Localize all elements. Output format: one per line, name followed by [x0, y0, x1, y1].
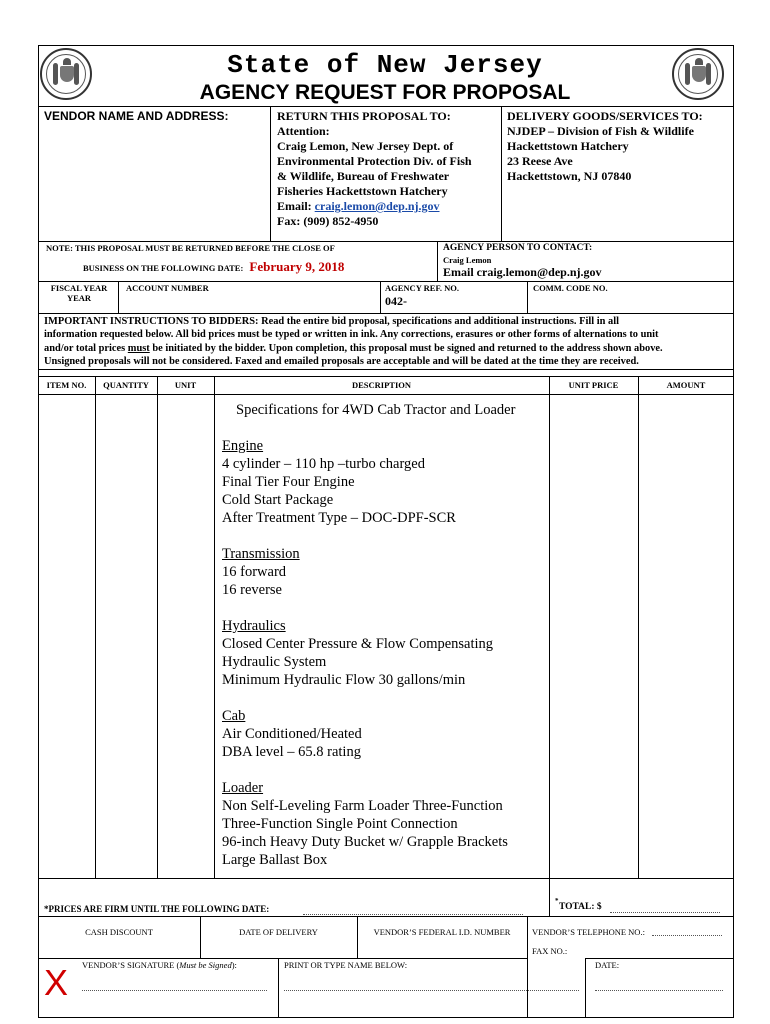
- fiscal-year-label: FISCAL YEAR YEAR: [50, 283, 108, 303]
- fax-label: FAX NO.:: [532, 946, 568, 956]
- comm-code-label: COMM. CODE NO.: [533, 283, 608, 293]
- signature-field[interactable]: [82, 990, 267, 991]
- return-to-label: RETURN THIS PROPOSAL TO:: [277, 109, 451, 123]
- deliver-to-block: [507, 109, 732, 184]
- col-unit-price: UNIT PRICE: [568, 380, 619, 390]
- col-quantity: QUANTITY: [103, 380, 149, 390]
- contact-email: Email craig.lemon@dep.nj.gov: [443, 265, 602, 279]
- deliver-to-line: Hackettstown, NJ 07840: [507, 169, 632, 183]
- date-field[interactable]: [595, 990, 723, 991]
- return-to-line: Environmental Protection Div. of Fish: [277, 154, 472, 168]
- spec-line: DBA level – 65.8 rating: [222, 744, 361, 760]
- note-line-2: BUSINESS ON THE FOLLOWING DATE: February 9, 2018: [83, 259, 345, 274]
- spec-line: Minimum Hydraulic Flow 30 gallons/min: [222, 672, 466, 688]
- spec-heading-loader: Loader: [222, 780, 264, 796]
- signature-x-mark: X: [44, 962, 69, 1003]
- return-to-block: [277, 109, 499, 229]
- telephone-label: VENDOR’S TELEPHONE NO.:: [532, 927, 645, 937]
- spec-line: 4 cylinder – 110 hp –turbo charged: [222, 456, 425, 472]
- print-name-label: PRINT OR TYPE NAME BELOW:: [284, 960, 408, 970]
- deliver-to-line: 23 Reese Ave: [507, 154, 573, 168]
- cash-discount-label: CASH DISCOUNT: [85, 927, 153, 937]
- spec-title: Specifications for 4WD Cab Tractor and Loader: [236, 402, 516, 418]
- bidder-instructions: IMPORTANT INSTRUCTIONS TO BIDDERS: Read the entire bid proposal, specifications and additional instructions. Fill in all information requested below. All bid prices must be typed or written in ink. Any corrections, erasures or other forms of alternations to unit and/or total prices must be initiated by the bidder. Upon completion, this proposal must be signed and returned to the address shown above. Unsigned proposals will not be considered. Faxed and emailed proposals are acceptable and will be dated at the time they are received.: [44, 316, 663, 368]
- prices-firm-date-field[interactable]: [303, 914, 523, 915]
- return-to-line: & Wildlife, Bureau of Freshwater: [277, 169, 450, 183]
- return-to-line: Attention:: [277, 124, 330, 138]
- col-item-no: ITEM NO.: [46, 380, 87, 390]
- total-field[interactable]: [610, 912, 720, 913]
- spec-line: Air Conditioned/Heated: [222, 726, 362, 742]
- agency-ref-label: AGENCY REF. NO.: [385, 283, 459, 293]
- form-title: AGENCY REQUEST FOR PROPOSAL: [199, 81, 571, 104]
- return-to-fax: Fax: (909) 852-4950: [277, 214, 379, 228]
- return-to-line: Craig Lemon, New Jersey Dept. of: [277, 139, 454, 153]
- note-line-1: NOTE: THIS PROPOSAL MUST BE RETURNED BEFORE THE CLOSE OF: [46, 243, 335, 253]
- spec-line: Large Ballast Box: [222, 852, 328, 868]
- prices-firm-label: *PRICES ARE FIRM UNTIL THE FOLLOWING DATE:: [44, 904, 270, 914]
- signature-label: VENDOR’S SIGNATURE (Must be Signed):: [82, 960, 237, 970]
- deliver-to-line: NJDEP – Division of Fish & Wildlife: [507, 124, 694, 138]
- spec-heading-engine: Engine: [222, 438, 264, 454]
- deliver-to-label: DELIVERY GOODS/SERVICES TO:: [507, 109, 703, 123]
- spec-line: 96-inch Heavy Duty Bucket w/ Grapple Brackets: [222, 834, 508, 850]
- col-description: DESCRIPTION: [351, 380, 412, 390]
- spec-line: Closed Center Pressure & Flow Compensating: [222, 636, 494, 652]
- spec-line: 16 reverse: [222, 582, 282, 598]
- total-label: TOTAL: $: [559, 902, 602, 912]
- spec-heading-hydraulics: Hydraulics: [222, 618, 286, 634]
- spec-line: Three-Function Single Point Connection: [222, 816, 458, 832]
- state-title: State of New Jersey: [227, 50, 543, 80]
- return-to-line: Fisheries Hackettstown Hatchery: [277, 184, 448, 198]
- spec-line: Non Self-Leveling Farm Loader Three-Function: [222, 798, 503, 814]
- agency-ref-value: 042-: [385, 294, 407, 308]
- account-number-label: ACCOUNT NUMBER: [126, 283, 209, 293]
- vendor-name-label: VENDOR NAME AND ADDRESS:: [44, 109, 229, 123]
- due-date: February 9, 2018: [249, 259, 345, 274]
- contact-name: Craig Lemon: [443, 255, 492, 265]
- col-unit: UNIT: [174, 380, 197, 390]
- spec-line: Hydraulic System: [222, 654, 327, 670]
- col-amount: AMOUNT: [666, 380, 706, 390]
- spec-heading-transmission: Transmission: [222, 546, 300, 562]
- deliver-to-line: Hackettstown Hatchery: [507, 139, 629, 153]
- spec-heading-cab: Cab: [222, 708, 246, 724]
- print-name-field[interactable]: [284, 990, 579, 991]
- telephone-field[interactable]: [652, 935, 722, 936]
- date-of-delivery-label: DATE OF DELIVERY: [239, 927, 318, 937]
- spec-line: After Treatment Type – DOC-DPF-SCR: [222, 510, 456, 526]
- specifications: [222, 401, 547, 869]
- contact-label: AGENCY PERSON TO CONTACT:: [443, 243, 593, 253]
- total-footnote-mark: *: [555, 897, 559, 905]
- federal-id-label: VENDOR’S FEDERAL I.D. NUMBER: [373, 927, 511, 937]
- email-link[interactable]: craig.lemon@dep.nj.gov: [314, 199, 440, 213]
- spec-line: Cold Start Package: [222, 492, 334, 508]
- return-to-email: Email: craig.lemon@dep.nj.gov: [277, 199, 440, 213]
- spec-line: 16 forward: [222, 564, 287, 580]
- spec-line: Final Tier Four Engine: [222, 474, 355, 490]
- date-label: DATE:: [595, 960, 620, 970]
